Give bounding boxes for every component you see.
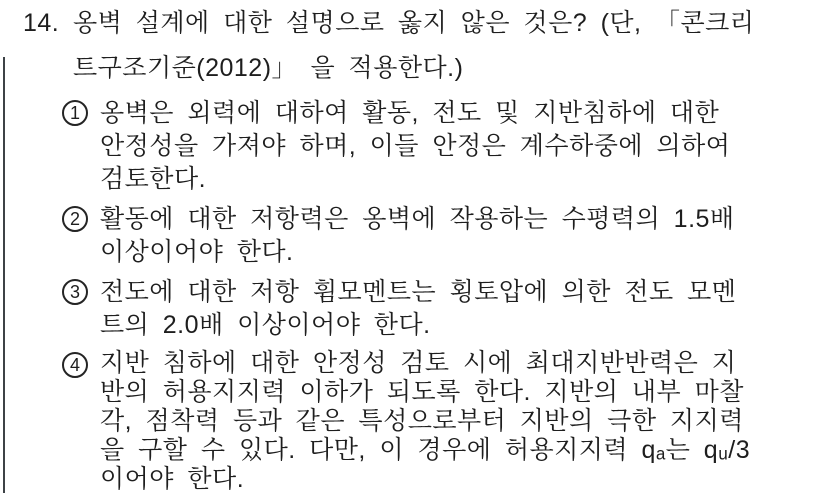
option-1-text — [100, 97, 730, 196]
option-line: 활동에 대한 저항력은 옹벽에 작용하는 수평력의 1.5배 — [100, 205, 735, 233]
option-line: 반의 허용지지력 이하가 되도록 한다. 지반의 내부 마찰 — [100, 378, 744, 406]
option-4-text — [100, 349, 750, 493]
question-line — [0, 8, 826, 38]
column-divider-line — [3, 57, 5, 493]
answer-option-4 — [0, 349, 826, 493]
option-line: 검토한다. — [100, 165, 207, 193]
option-line: 전도에 대한 저항 휨모멘트는 횡토압에 의한 전도 모멘 — [100, 278, 737, 306]
option-line: 지반 침하에 대한 안정성 검토 시에 최대지반반력은 지 — [100, 349, 737, 377]
options-list — [0, 97, 826, 493]
option-2-text — [100, 203, 735, 269]
option-line: 트의 2.0배 이상이어야 한다. — [100, 311, 431, 339]
answer-option-3 — [0, 276, 826, 342]
question-text-line-2: 트구조기준(2012)」 을 적용한다.) — [73, 54, 464, 82]
option-line: 을 구할 수 있다. 다만, 이 경우에 허용지지력 qₐ는 qᵤ/3 — [100, 436, 751, 464]
question-number: 14. — [23, 9, 60, 37]
option-line: 옹벽은 외력에 대하여 활동, 전도 및 지반침하에 대한 — [100, 99, 720, 127]
option-line: 각, 점착력 등과 같은 특성으로부터 지반의 극한 지지력 — [100, 407, 744, 435]
circled-number-1-icon: 1 — [62, 100, 88, 126]
circled-number-2-icon: 2 — [62, 206, 88, 232]
option-line: 이상이어야 한다. — [100, 238, 294, 266]
option-line: 안정성을 가져야 하며, 이들 안정은 계수하중에 의하여 — [100, 132, 731, 160]
question-block — [0, 8, 826, 83]
option-line: 이어야 한다. — [100, 465, 245, 493]
circled-number-4-icon: 4 — [62, 352, 88, 378]
answer-option-2 — [0, 203, 826, 269]
question-text-line-1: 옹벽 설계에 대한 설명으로 옳지 않은 것은? (단, 「콘크리 — [73, 9, 755, 37]
option-3-text — [100, 276, 736, 342]
answer-option-1 — [0, 97, 826, 196]
circled-number-3-icon: 3 — [62, 279, 88, 305]
